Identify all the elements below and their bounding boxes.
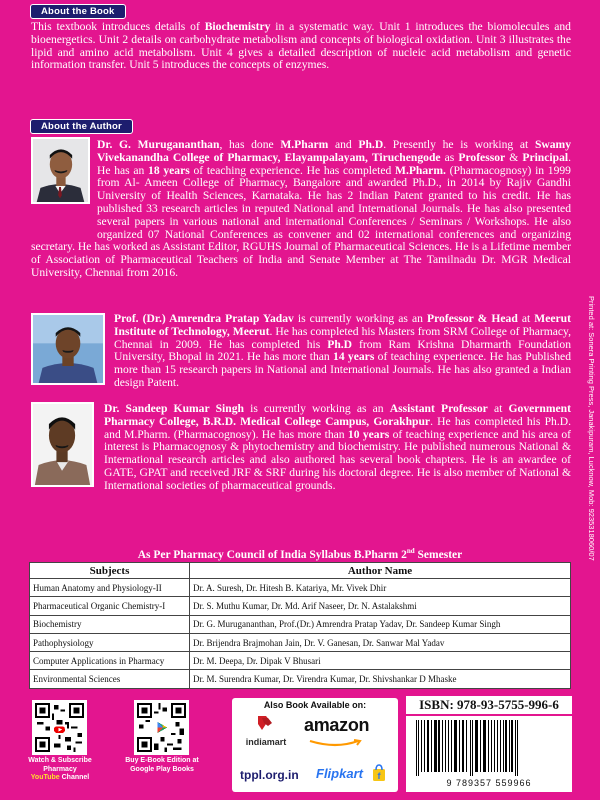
author-cell: Dr. M. Deepa, Dr. Dipak V Bhusari bbox=[190, 652, 571, 670]
barcode-bar bbox=[483, 720, 486, 772]
column-header-subjects: Subjects bbox=[30, 563, 190, 579]
retailers-box bbox=[232, 698, 398, 792]
barcode-bar bbox=[517, 720, 518, 776]
barcode-bar bbox=[472, 720, 473, 776]
youtube-caption: Watch & Subscribe Pharmacy YouTube Channel bbox=[28, 757, 92, 781]
table-row bbox=[30, 633, 571, 651]
barcode-bar bbox=[511, 720, 513, 772]
author-1-bio: Dr. G. Murugananthan, has done M.Pharm and Ph.D. Presently he is working at Swamy Vivekanandha College of Pharmacy, Elayampalayam, Tiruchengode as Professor & Principal. He has an 18 years of teaching experience. He has completed M.Pharm. (Pharmacognosy) in 1999 from Al- Ameen College of Pharmacy, Bangalore and awarded Ph.D., in 2014 by Rajiv Gandhi University of Health Sciences, Karnataka. He has 2 Indian Patent granted to his credit. He has published 33 research articles in reputed National and International Journals. He has also presented several papers in various national and international Conferences / Seminars / Workshops. He also organized 07 National Conferences as convener and 02 international conferences and organizing secretary. He has worked as Assistant Editor, RGUHS Journal of Pharmaceutical Sciences. He is a Lifetime member of Association of Pharmaceutical Teachers of India and Senate Member at The Tamilnadu Dr. MGR Medical University, Chennai from 2016. bbox=[31, 138, 572, 279]
about-author-label: About the Author bbox=[30, 119, 133, 134]
barcode-bar bbox=[509, 720, 510, 772]
flipkart-bag-icon bbox=[372, 764, 386, 782]
barcode-bar bbox=[470, 720, 471, 776]
subject-cell: Pathophysiology bbox=[30, 633, 190, 651]
barcode-bar bbox=[480, 720, 481, 772]
author-cell: Dr. G. Murugananthan, Prof.(Dr.) Amrendra Pratap Yadav, Dr. Sandeep Kumar Singh bbox=[190, 615, 571, 633]
amazon-logo[interactable]: amazon bbox=[304, 715, 370, 735]
barcode-bar bbox=[451, 720, 452, 772]
printer-note: Printed at: Sonera Printing Press, Janakipuram, Lucknow, Mob: 9235318060/07 bbox=[587, 296, 596, 561]
barcode-bar bbox=[475, 720, 478, 772]
barcode-bar bbox=[462, 720, 464, 772]
tppl-website[interactable]: tppl.org.in bbox=[240, 768, 299, 782]
subject-cell: Computer Applications in Pharmacy bbox=[30, 652, 190, 670]
barcode-bar bbox=[438, 720, 440, 772]
barcode-bar bbox=[421, 720, 422, 772]
barcode-bar bbox=[505, 720, 507, 772]
barcode-bar bbox=[434, 720, 437, 772]
barcode-bar bbox=[491, 720, 492, 772]
barcode-bar bbox=[445, 720, 446, 772]
ebook-qr-code[interactable] bbox=[134, 700, 189, 755]
about-book-text: This textbook introduces details of Biochemistry in a systematic way. Unit 1 introduces the biomolecules and bioenergetics. Unit 2 details on carbohydrate metabolism and concepts of biological oxidation. Unit 3 illustrates the lipid and amino acid metabolism. Unit 4 gives a detailed description of nucleic acid metabolism and genetic information transfer. Unit 5 introduces the concepts of enzymes. bbox=[31, 20, 571, 72]
author-cell: Dr. Brijendra Brajmohan Jain, Dr. V. Ganesan, Dr. Sanwar Mal Yadav bbox=[190, 633, 571, 651]
author-3-bio-lead: Dr. Sandeep Kumar Singh is currently working as an Assistant Professor at Government Pharmacy College, B.R.D. Medical College Campus, Gorakhpur. He has completed his Ph.D. and M.Pharm. (Pharmacognosy). He has more than 10 years of teaching experience and his area of interest is Pharmacognosy & phytochemistry and biochemistry. He published numerous National & International research articles and also authored has several book chapters. He is an awardee of GATE, GPAT and received JRF & SRF during his doctoral degree. He is also member of National & International societies of pharmaceutical grounds. bbox=[104, 402, 571, 492]
barcode-bar bbox=[431, 720, 432, 772]
syllabus-title: As Per Pharmacy Council of India Syllabus B.Pharm 2nd Semester bbox=[137, 547, 463, 561]
barcode-bar bbox=[488, 720, 489, 772]
barcode-bar bbox=[454, 720, 457, 772]
barcode-bar bbox=[494, 720, 495, 772]
flipkart-logo[interactable]: Flipkart bbox=[316, 766, 363, 781]
indiamart-logo[interactable] bbox=[246, 714, 286, 736]
barcode-bar bbox=[503, 720, 504, 772]
subject-cell: Human Anatomy and Physiology-II bbox=[30, 579, 190, 597]
subject-cell: Biochemistry bbox=[30, 615, 190, 633]
barcode-bar bbox=[427, 720, 429, 772]
author-3-portrait bbox=[31, 402, 94, 487]
barcode-digits: 9 789357 559966 bbox=[446, 778, 532, 788]
barcode-bar bbox=[416, 720, 417, 776]
table-row bbox=[30, 670, 571, 688]
isbn-barcode bbox=[406, 716, 572, 792]
barcode-bar bbox=[418, 720, 419, 776]
barcode-bar bbox=[497, 720, 498, 772]
subject-cell: Pharmaceutical Organic Chemistry-I bbox=[30, 597, 190, 615]
isbn-label: ISBN: 978-93-5755-996-6 bbox=[406, 696, 572, 714]
barcode-bar bbox=[459, 720, 460, 772]
indiamart-label: indiamart bbox=[245, 737, 287, 747]
barcode-bar bbox=[424, 720, 425, 772]
table-row bbox=[30, 652, 571, 670]
about-book-label: About the Book bbox=[30, 4, 126, 19]
author-2-bio: Prof. (Dr.) Amrendra Pratap Yadav is currently working as an Professor & Head at Meerut Institute of Technology, Meerut. He has completed his Masters from SRM College of Pharmacy, Chennai in 2009. He has completed his Ph.D from Ram Krishna Dharmarth Foundation University, Bhopal in 2021. He has more than 14 years of teaching experience. He has Published more than 15 research papers in National and International Journals. He has also granted a Indian design Patent. bbox=[114, 312, 572, 389]
amazon-smile-icon bbox=[308, 734, 364, 742]
youtube-qr-code[interactable] bbox=[32, 700, 87, 755]
retailers-title: Also Book Available on: bbox=[263, 700, 367, 710]
author-2-portrait bbox=[31, 313, 105, 385]
syllabus-table bbox=[29, 562, 571, 689]
table-header-row bbox=[30, 563, 571, 579]
ebook-caption: Buy E-Book Edition at Google Play Books bbox=[125, 757, 199, 773]
table-row bbox=[30, 597, 571, 615]
table-row bbox=[30, 615, 571, 633]
svg-text:f: f bbox=[377, 771, 381, 781]
subject-cell: Environmental Sciences bbox=[30, 670, 190, 688]
barcode-bar bbox=[448, 720, 449, 772]
table-row bbox=[30, 579, 571, 597]
author-cell: Dr. A. Suresh, Dr. Hitesh B. Katariya, Mr. Vivek Dhir bbox=[190, 579, 571, 597]
barcode-bar bbox=[515, 720, 516, 776]
barcode-bar bbox=[466, 720, 467, 772]
author-cell: Dr. S. Muthu Kumar, Dr. Md. Arif Naseer, Dr. N. Astalakshmi bbox=[190, 597, 571, 615]
barcode-bar bbox=[500, 720, 501, 772]
column-header-author-name: Author Name bbox=[190, 563, 571, 579]
author-cell: Dr. M. Surendra Kumar, Dr. Virendra Kumar, Dr. Shivshankar D Mhaske bbox=[190, 670, 571, 688]
barcode-bar bbox=[442, 720, 443, 772]
